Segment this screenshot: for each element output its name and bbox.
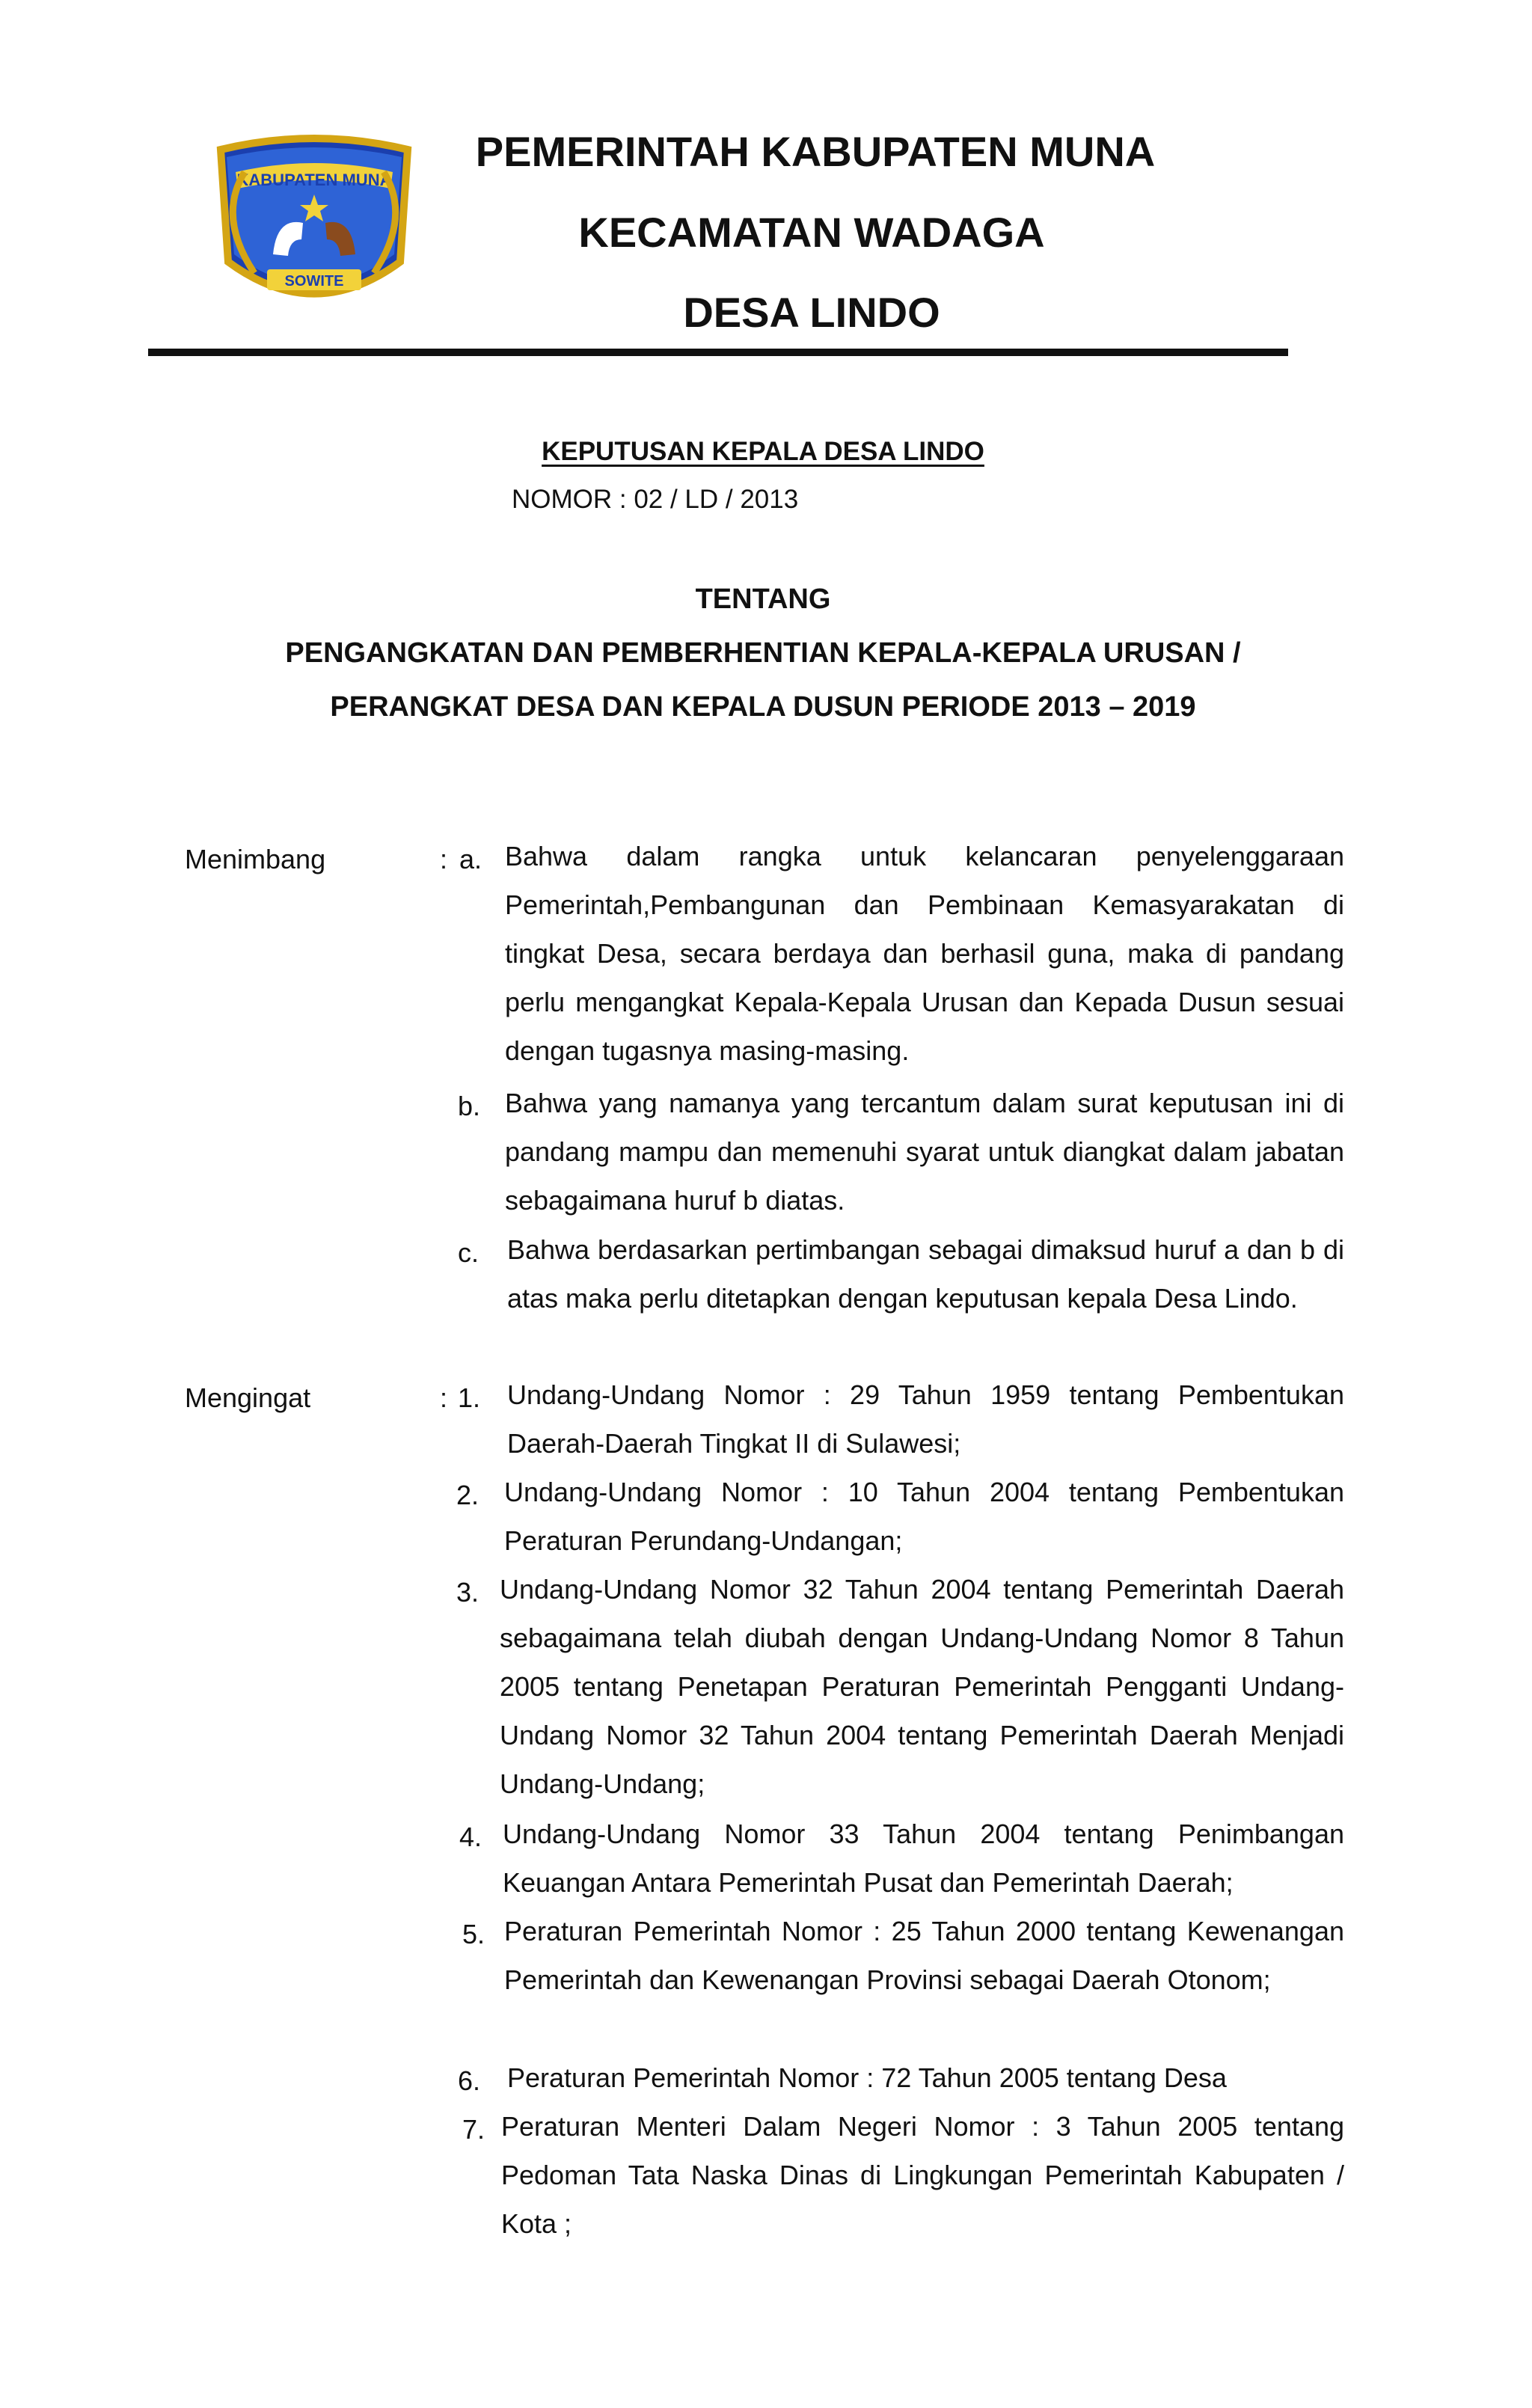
menimbang-marker: c. bbox=[458, 1237, 479, 1268]
menimbang-marker: b. bbox=[458, 1091, 481, 1121]
letterhead-divider bbox=[148, 349, 1288, 356]
menimbang-item: Bahwa yang namanya yang tercantum dalam surat keputusan ini di pandang mampu dan memenuhi syarat untuk diangkat dalam jabatan sebagaimana huruf b diatas. bbox=[505, 1088, 1344, 1216]
mengingat-marker: 2. bbox=[456, 1480, 479, 1510]
mengingat-item: Undang-Undang Nomor 33 Tahun 2004 tentang Penimbangan Keuangan Antara Pemerintah Pusat dan Pemerintah Daerah; bbox=[503, 1819, 1344, 1898]
mengingat-colon: : bbox=[440, 1382, 448, 1413]
subject-line-1: PENGANGKATAN DAN PEMBERHENTIAN KEPALA-KEPALA URUSAN / bbox=[285, 637, 1241, 669]
mengingat-item: Undang-Undang Nomor : 10 Tahun 2004 tentang Pembentukan Peraturan Perundang-Undangan; bbox=[504, 1477, 1344, 1556]
mengingat-label: Mengingat bbox=[185, 1382, 311, 1413]
emblem-motto: SOWITE bbox=[284, 273, 344, 289]
menimbang-marker: a. bbox=[459, 844, 482, 874]
mengingat-marker: 3. bbox=[456, 1577, 479, 1608]
mengingat-item: Peraturan Pemerintah Nomor : 72 Tahun 2005 tentang Desa bbox=[507, 2062, 1227, 2093]
mengingat-item: Undang-Undang Nomor : 29 Tahun 1959 tentang Pembentukan Daerah-Daerah Tingkat II di Sulawesi; bbox=[507, 1379, 1344, 1459]
mengingat-item: Undang-Undang Nomor 32 Tahun 2004 tentang Pemerintah Daerah sebagaimana telah diubah dengan Undang-Undang Nomor 8 Tahun 2005 tentang Penetapan Peraturan Pemerintah Pengganti Undang-Undang Nomor 32 Tahun 2004 tentang Pemerintah Daerah Menjadi Undang-Undang; bbox=[500, 1574, 1344, 1799]
menimbang-item: Bahwa berdasarkan pertimbangan sebagai dimaksud huruf a dan b di atas maka perlu ditetapkan dengan keputusan kepala Desa Lindo. bbox=[507, 1234, 1344, 1314]
subject-line-2: PERANGKAT DESA DAN KEPALA DUSUN PERIODE 2013 – 2019 bbox=[330, 691, 1196, 723]
letterhead-district: KECAMATAN WADAGA bbox=[578, 209, 1045, 256]
letterhead-government: PEMERINTAH KABUPATEN MUNA bbox=[475, 128, 1156, 175]
mengingat-marker: 5. bbox=[462, 1919, 485, 1949]
letterhead-village: DESA LINDO bbox=[683, 289, 940, 336]
decree-number: NOMOR : 02 / LD / 2013 bbox=[512, 485, 799, 514]
mengingat-marker: 4. bbox=[459, 1822, 482, 1852]
menimbang-colon: : bbox=[440, 844, 448, 874]
emblem-top-text: KABUPATEN MUNA bbox=[236, 171, 392, 189]
menimbang-item: Bahwa dalam rangka untuk kelancaran penyelenggaraan Pemerintah,Pembangunan dan Pembinaan Kemasyarakatan di tingkat Desa, secara berdaya dan berhasil guna, maka di pandang perlu mengangkat Kepala-Kepala Urusan dan Kepada Dusun sesuai dengan tugasnya masing-masing. bbox=[505, 841, 1344, 1066]
decree-title: KEPUTUSAN KEPALA DESA LINDO bbox=[542, 437, 984, 466]
emblem-year: 1959 bbox=[301, 297, 328, 310]
tentang-heading: TENTANG bbox=[695, 583, 831, 615]
mengingat-item: Peraturan Pemerintah Nomor : 25 Tahun 2000 tentang Kewenangan Pemerintah dan Kewenangan Provinsi sebagai Daerah Otonom; bbox=[504, 1916, 1344, 1995]
mengingat-marker: 6. bbox=[458, 2065, 481, 2096]
mengingat-item: Peraturan Menteri Dalam Negeri Nomor : 3 Tahun 2005 tentang Pedoman Tata Naska Dinas di Lingkungan Pemerintah Kabupaten / Kota ; bbox=[501, 2111, 1344, 2239]
menimbang-label: Menimbang bbox=[185, 844, 326, 874]
mengingat-marker: 1. bbox=[458, 1382, 481, 1413]
mengingat-marker: 7. bbox=[462, 2114, 485, 2145]
